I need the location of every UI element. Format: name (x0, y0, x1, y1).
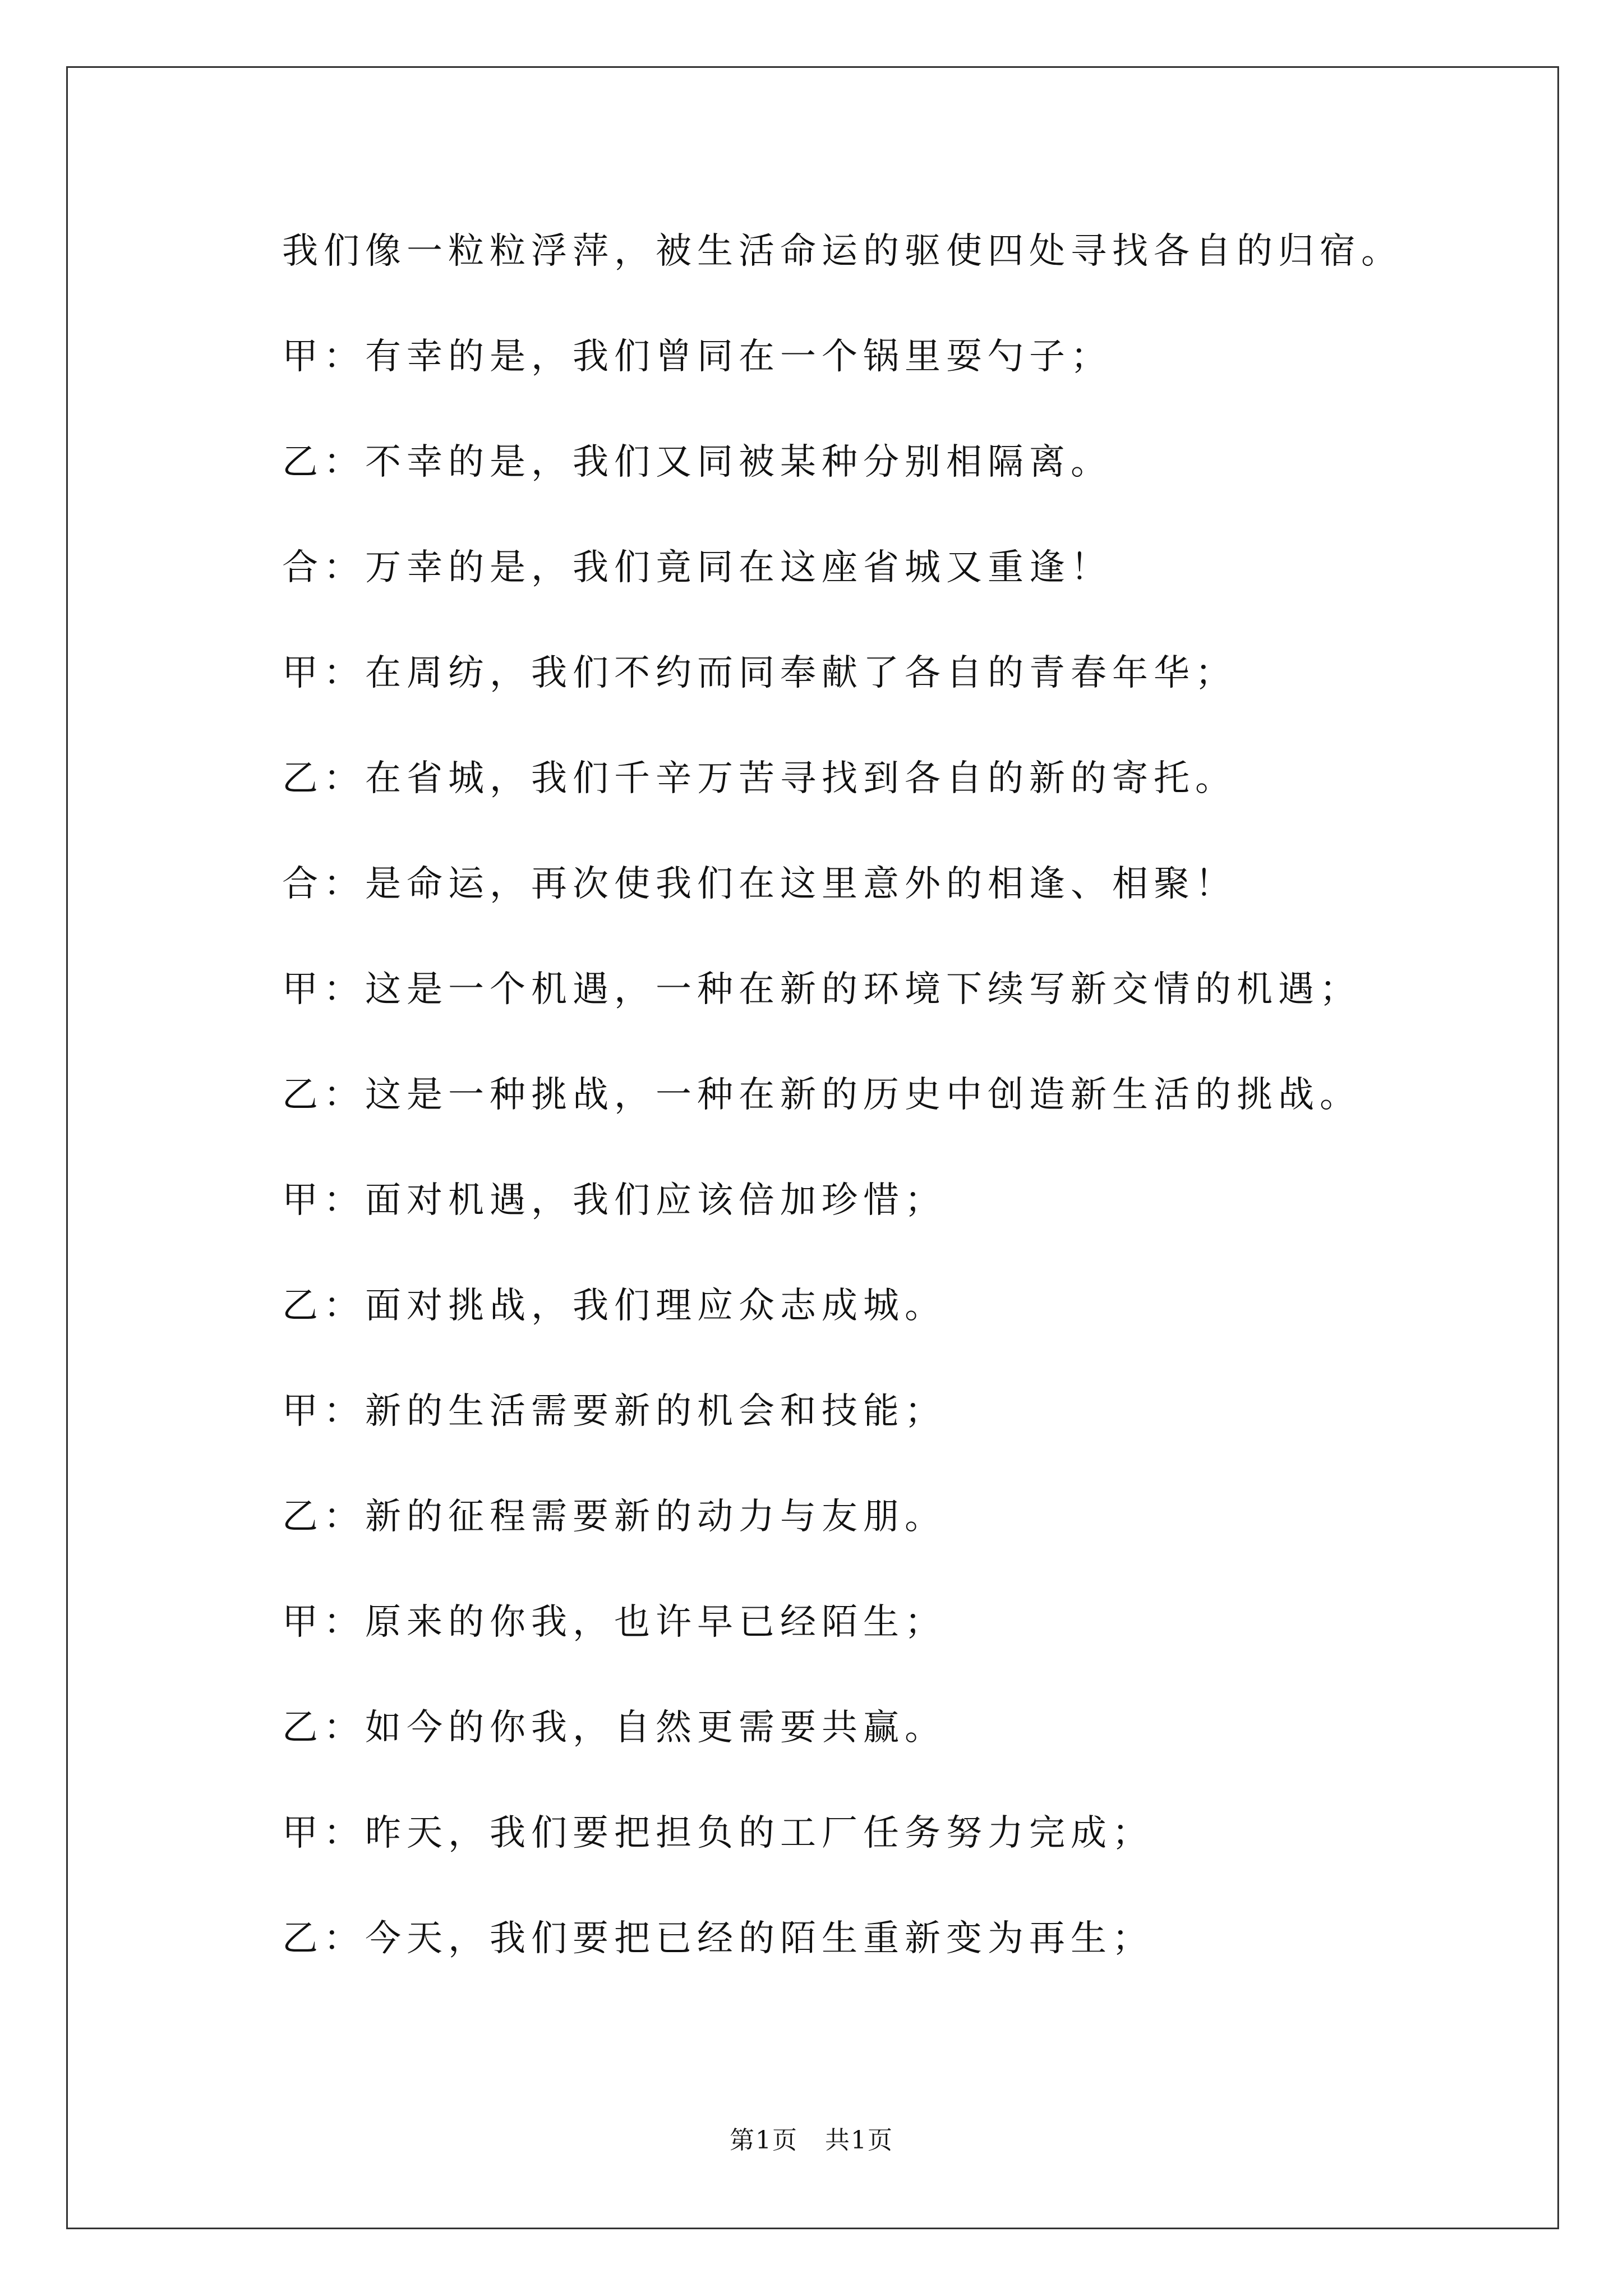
text-line: 乙：面对挑战，我们理应众志成城。 (282, 1285, 946, 1327)
text-line: 乙：新的征程需要新的动力与友朋。 (282, 1496, 946, 1538)
text-line: 乙：在省城，我们千辛万苦寻找到各自的新的寄托。 (282, 758, 1237, 799)
text-line: 甲：有幸的是，我们曾同在一个锅里耍勺子； (282, 336, 1112, 378)
text-line: 合：万幸的是，我们竟同在这座省城又重逢！ (282, 547, 1112, 588)
document-body (282, 218, 1460, 2010)
text-line: 我们像一粒粒浮萍，被生活命运的驱使四处寻找各自的归宿。 (282, 231, 1403, 272)
text-line: 甲：原来的你我，也许早已经陌生； (282, 1602, 946, 1643)
text-line: 甲：这是一个机遇，一种在新的环境下续写新交情的机遇； (282, 969, 1361, 1010)
text-line: 乙：如今的你我，自然更需要共赢。 (282, 1707, 946, 1749)
text-line: 合：是命运，再次使我们在这里意外的相逢、相聚！ (282, 863, 1237, 905)
text-line: 甲：新的生活需要新的机会和技能； (282, 1391, 946, 1432)
text-line: 乙：今天，我们要把已经的陌生重新变为再生； (282, 1918, 1154, 1959)
page-number-footer: 第1页 共1页 (730, 2126, 893, 2155)
text-line: 甲：昨天，我们要把担负的工厂任务努力完成； (282, 1812, 1154, 1854)
text-line: 甲：面对机遇，我们应该倍加珍惜； (282, 1180, 946, 1221)
text-line: 乙：不幸的是，我们又同被某种分别相隔离。 (282, 441, 1112, 483)
text-line: 乙：这是一种挑战，一种在新的历史中创造新生活的挑战。 (282, 1074, 1361, 1116)
text-line: 甲：在周纺，我们不约而同奉献了各自的青春年华； (282, 652, 1237, 694)
